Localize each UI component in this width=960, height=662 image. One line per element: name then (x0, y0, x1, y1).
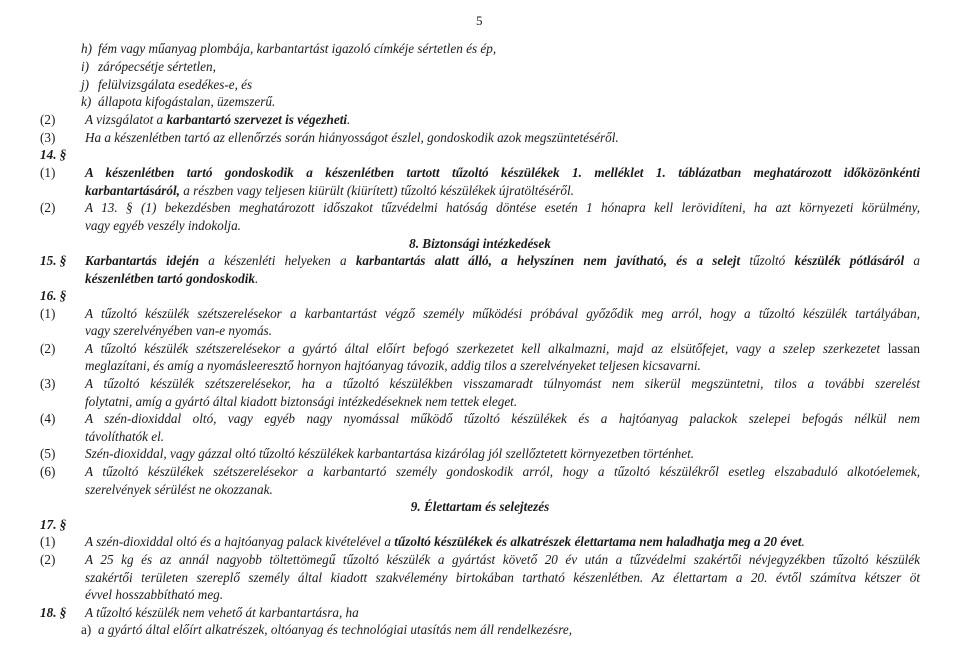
list-marker: k) (81, 94, 92, 109)
paragraph-text: folytatni, amíg a gyártó által kiadott biztonsági intézkedéseknek nem tettek eleget. (85, 394, 518, 409)
paragraph-text: A tűzoltó készülékek szétszerelésekor a karbantartó személy gondoskodik arról, hogy a tűzoltó készülékről esetleg elszabaduló alkotóelemek, (85, 464, 920, 479)
text-run: . (801, 534, 805, 549)
list-text: zárópecsétje sértetlen, (98, 59, 216, 74)
bold-run: készenlétben tartó gondoskodik (85, 271, 255, 286)
chapter-heading-8: 8. Biztonsági intézkedések (409, 236, 551, 251)
paragraph-marker: (1) (40, 306, 56, 321)
list-marker: h) (81, 41, 92, 56)
list-text: a gyártó által előírt alkatrészek, oltóanyag és technológiai utasítás nem áll rendelkezésre, (98, 622, 573, 637)
paragraph-marker: (2) (40, 200, 56, 215)
section-marker: 18. § (40, 605, 67, 620)
text-run: tűzoltó (740, 253, 795, 268)
text-run: A vizsgálatot a (85, 112, 167, 127)
paragraph-marker: (2) (40, 112, 56, 127)
bold-run: karbantartó szervezet is végezheti (166, 112, 348, 127)
paragraph-text: évvel hosszabbítható meg. (85, 587, 224, 602)
section-marker: 16. § (40, 288, 67, 303)
text-run: a (904, 253, 920, 268)
bold-run: karbantartásáról, (85, 183, 180, 198)
paragraph-text: meglazítani, és amíg a nyomásleeresztő hornyon hajtóanyag távozik, addig tilos a szerelvényeket teljesen kicsavarni. (85, 358, 701, 373)
section-marker: 14. § (40, 147, 67, 162)
list-marker: a) (81, 622, 92, 637)
paragraph-marker: (6) (40, 464, 56, 479)
paragraph-text: Szén-dioxiddal, vagy gázzal oltó tűzoltó készülékek karbantartása kizárólag jól szellőztetett környezetben történhet. (85, 446, 695, 461)
list-text: fém vagy műanyag plombája, karbantartást igazoló címkéje sértetlen és ép, (98, 41, 497, 56)
bold-run: karbantartás alatt álló, a helyszínen nem javítható, és a selejt (355, 253, 741, 268)
paragraph-text: szakértői területen szereplő személy által kiadott szakvélemény birtokában tartható készenlétben. Az élettartam a 20. évtől számítva kétszer öt (85, 570, 920, 585)
paragraph-marker: (4) (40, 411, 56, 426)
list-text: állapota kifogástalan, üzemszerű. (98, 94, 276, 109)
paragraph-text: A tűzoltó készülék szétszerelésekor a karbantartást végző személy működési próbával győződik meg arról, hogy a tűzoltó készülék tartályában, (85, 306, 920, 321)
bold-run: A készenlétben tartó gondoskodik a készenlétben tartott tűzoltó készülékek 1. melléklet 1. táblázatban meghatározott időközönkénti (85, 165, 920, 180)
bold-run: tűzoltó készülékek és alkatrészek élettartama nem haladhatja meg a 20 évet (394, 534, 802, 549)
paragraph-text (85, 182, 920, 200)
page-number: 5 (476, 13, 483, 28)
paragraph-text (85, 164, 920, 182)
paragraph-text: A tűzoltó készülék szétszerelésekor, ha a tűzoltó készülékben visszamaradt túlnyomást nem sikerül megszüntetni, tilos a további szerelést (85, 376, 920, 391)
text-run: a készenléti helyeken a (199, 253, 356, 268)
paragraph-text (85, 340, 920, 358)
paragraph-text (85, 270, 920, 288)
paragraph-text: szerelvények sérülést ne okozzanak. (85, 482, 273, 497)
paragraph-marker: (3) (40, 130, 56, 145)
paragraph-text: vagy szerelvényében van-e nyomás. (85, 323, 272, 338)
list-marker: j) (81, 77, 90, 92)
paragraph-text (85, 533, 920, 551)
paragraph-text (85, 111, 920, 129)
paragraph-text: A tűzoltó készülék nem vehető át karbantartásra, ha (85, 605, 359, 620)
bold-run: Karbantartás idején (85, 253, 200, 268)
paragraph-text: Ha a készenlétben tartó az ellenőrzés során hiányosságot észlel, gondoskodik azok megszüntetéséről. (85, 130, 619, 145)
section-marker: 15. § (40, 253, 67, 268)
section-marker: 17. § (40, 517, 67, 532)
text-run: A tűzoltó készülék szétszerelésekor a gyártó által előírt befogó szerkezetet kell alkalmazni, majd az elsütőfejet, vagy a szelep szerkezetet (85, 341, 881, 356)
paragraph-marker: (1) (40, 534, 56, 549)
text-run: . (254, 271, 259, 286)
paragraph-text: A szén-dioxiddal oltó, vagy egyéb nagy nyomással működő tűzoltó készülékek és a hajtóanyag palackok szelepei befogás nélkül nem (85, 411, 920, 426)
paragraph-text (85, 252, 920, 270)
list-marker: i) (81, 59, 90, 74)
bold-run: készülék pótlásáról (794, 253, 905, 268)
paragraph-marker: (1) (40, 165, 56, 180)
paragraph-marker: (5) (40, 446, 56, 461)
paragraph-text: vagy egyéb veszély indokolja. (85, 218, 241, 233)
paragraph-text: A 25 kg és az annál nagyobb töltettömegű tűzoltó készülék a gyártást követő 20 év után a tűzvédelmi szakértői névjegyzékben tűzoltó készülék (85, 552, 920, 567)
paragraph-marker: (2) (40, 341, 56, 356)
text-run: a részben vagy teljesen kiürült (kiürített) tűzoltó készülékek újratöltéséről. (179, 183, 574, 198)
paragraph-marker: (3) (40, 376, 56, 391)
paragraph-text: távolíthatók el. (85, 429, 165, 444)
text-run: . (347, 112, 351, 127)
text-run: A szén-dioxiddal oltó és a hajtóanyag palack kivételével a (85, 534, 395, 549)
text-run-upright: lassan (880, 341, 921, 356)
paragraph-text: A 13. § (1) bekezdésben meghatározott időszakot tűzvédelmi hatóság döntése esetén 1 hónapra kell lerövidíteni, ha azt környezeti körülmény, (85, 200, 920, 215)
chapter-heading-9: 9. Élettartam és selejtezés (410, 499, 550, 514)
list-text: felülvizsgálata esedékes-e, és (98, 77, 253, 92)
paragraph-marker: (2) (40, 552, 56, 567)
